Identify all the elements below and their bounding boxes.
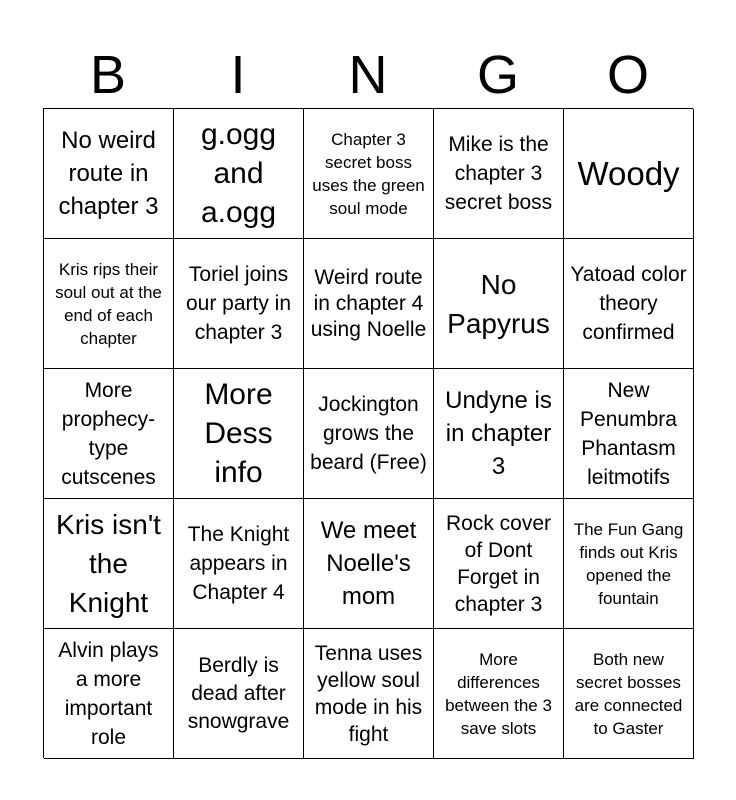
- bingo-cell[interactable]: [174, 239, 304, 369]
- bingo-cell[interactable]: [174, 499, 304, 629]
- cell-text: Both new secret bosses are connected to Gaster: [574, 649, 683, 738]
- cell-text: Chapter 3 secret boss uses the green soul mode: [312, 129, 425, 218]
- bingo-cell[interactable]: [434, 629, 564, 759]
- bingo-cell[interactable]: [434, 499, 564, 629]
- bingo-cell[interactable]: [304, 239, 434, 369]
- header-letter-b: B: [89, 45, 127, 105]
- cell-text: Kris rips their soul out at the end of each chapter: [55, 259, 162, 348]
- bingo-cell[interactable]: [434, 109, 564, 239]
- cell-text: Jockington grows the beard (Free): [310, 393, 427, 474]
- cell-text: Kris isn't the Knight: [56, 509, 161, 618]
- bingo-cell[interactable]: [44, 629, 174, 759]
- cell-text: We meet Noelle's mom: [320, 517, 417, 610]
- cell-text: New Penumbra Phantasm leitmotifs: [580, 378, 677, 489]
- cell-text: g.ogg and a.ogg: [200, 118, 277, 229]
- header-letter-o: O: [606, 45, 649, 105]
- cell-text: Toriel joins our party in chapter 3: [185, 263, 292, 344]
- bingo-cell[interactable]: [564, 369, 694, 499]
- cell-text: More prophecy-type cutscenes: [61, 378, 156, 489]
- cell-text: The Fun Gang finds out Kris opened the fountain: [573, 519, 684, 608]
- bingo-cell[interactable]: [434, 369, 564, 499]
- header-letter-g: G: [476, 45, 519, 105]
- cell-text: The Knight appears in Chapter 4: [187, 523, 290, 604]
- cell-text: No weird route in chapter 3: [58, 127, 159, 220]
- cell-text: Woody: [577, 155, 680, 192]
- bingo-cell[interactable]: [434, 239, 564, 369]
- bingo-cell[interactable]: [564, 499, 694, 629]
- cell-text: Rock cover of Dont Forget in chapter 3: [445, 511, 552, 616]
- bingo-cell[interactable]: [174, 369, 304, 499]
- cell-text: Undyne is in chapter 3: [445, 387, 552, 480]
- header-letter-i: I: [230, 45, 246, 105]
- cell-text: More Dess info: [204, 378, 273, 489]
- cell-text: More differences between the 3 save slots: [445, 649, 552, 738]
- cell-text: Berdly is dead after snowgrave: [187, 653, 290, 733]
- bingo-header: [43, 42, 693, 108]
- bingo-cell[interactable]: [304, 499, 434, 629]
- bingo-cell[interactable]: [304, 109, 434, 239]
- bingo-cell[interactable]: [564, 629, 694, 759]
- bingo-cell[interactable]: [44, 239, 174, 369]
- bingo-cell[interactable]: [564, 109, 694, 239]
- bingo-cell[interactable]: [44, 369, 174, 499]
- cell-text: Weird route in chapter 4 using Noelle: [310, 265, 427, 341]
- cell-text: Alvin plays a more important role: [58, 638, 159, 749]
- bingo-cell[interactable]: [304, 369, 434, 499]
- bingo-cell[interactable]: [44, 109, 174, 239]
- bingo-cell[interactable]: [174, 629, 304, 759]
- cell-text: Yatoad color theory confirmed: [570, 263, 687, 344]
- bingo-cell[interactable]: [304, 629, 434, 759]
- bingo-cell[interactable]: [44, 499, 174, 629]
- header-letter-n: N: [348, 45, 388, 105]
- bingo-cell[interactable]: [564, 239, 694, 369]
- cell-text: Tenna uses yellow soul mode in his fight: [314, 641, 423, 746]
- bingo-cell[interactable]: [174, 109, 304, 239]
- bingo-board: [43, 108, 693, 758]
- cell-text: Mike is the chapter 3 secret boss: [444, 133, 553, 214]
- cell-text: No Papyrus: [447, 268, 550, 339]
